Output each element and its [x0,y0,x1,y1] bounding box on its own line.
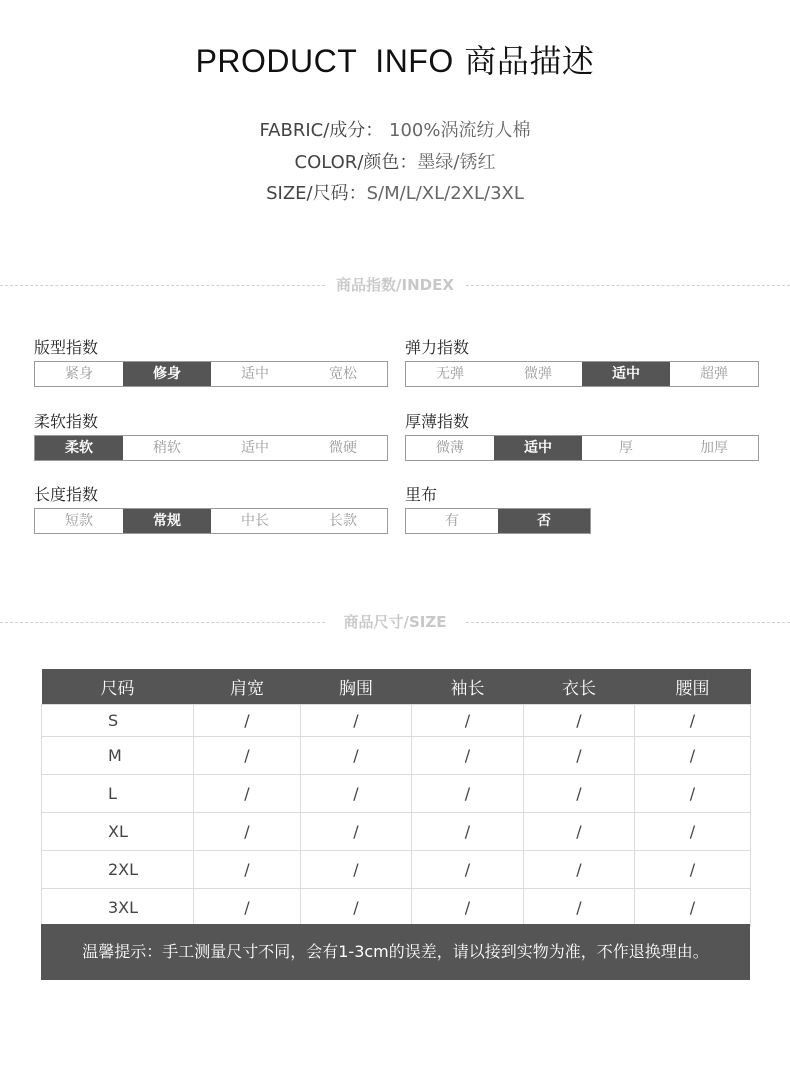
index-group [405,337,759,387]
index-option-selected: 适中 [494,436,582,460]
size-value-cell: / [412,775,524,813]
info-size-value: S/M/L/XL/2XL/3XL [366,183,524,204]
index-group [405,484,591,534]
index-option: 加厚 [700,440,728,456]
info-color [0,148,790,174]
size-value-cell: / [524,775,635,813]
table-row [42,737,751,775]
index-option: 适中 [241,440,269,456]
index-option: 微弹 [524,366,552,382]
size-value-cell: / [301,851,412,889]
size-value-cell: / [412,705,524,737]
index-option: 紧身 [65,366,93,382]
size-label-cell: M [42,737,194,775]
index-scale [405,508,591,534]
size-table-header-cell: 胸围 [301,669,412,705]
size-label-cell: S [42,705,194,737]
size-value-cell: / [301,775,412,813]
size-value-cell: / [194,889,301,927]
size-value-cell: / [194,737,301,775]
info-size [0,179,790,205]
size-divider [0,612,790,632]
size-value-cell: / [524,889,635,927]
index-option-selected: 修身 [123,362,211,386]
index-option-selected: 否 [498,509,590,533]
size-label-cell: L [42,775,194,813]
index-option: 长款 [329,513,357,529]
size-table-header [42,669,751,705]
index-option-selected: 柔软 [35,436,123,460]
size-value-cell: / [635,813,751,851]
size-section-label: 商品尺寸/SIZE [343,613,447,631]
index-option: 适中 [241,366,269,382]
size-table-header-cell: 腰围 [635,669,751,705]
size-value-cell: / [412,813,524,851]
index-option: 稍软 [153,440,181,456]
size-table-header-cell: 袖长 [412,669,524,705]
index-title: 里布 [405,485,438,504]
index-group [34,337,388,387]
warm-tip: 温馨提示：手工测量尺寸不同，会有1-3cm的误差，请以接到实物为准，不作退换理由。 [41,924,750,980]
size-value-cell: / [301,737,412,775]
index-scale [34,361,388,387]
size-value-cell: / [301,889,412,927]
size-label-cell: XL [42,813,194,851]
table-row [42,775,751,813]
info-color-value: 墨绿/锈红 [417,152,496,173]
index-scale [405,435,759,461]
size-value-cell: / [301,705,412,737]
index-title: 版型指数 [34,338,99,357]
index-option: 短款 [65,513,93,529]
index-option: 微硬 [329,440,357,456]
size-table-header-cell: 衣长 [524,669,635,705]
index-title: 厚薄指数 [405,412,470,431]
index-section-label: 商品指数/INDEX [336,276,454,294]
size-value-cell: / [635,737,751,775]
size-value-cell: / [635,775,751,813]
info-fabric [0,116,790,142]
info-color-label: COLOR/颜色： [294,152,418,173]
size-value-cell: / [524,737,635,775]
index-option: 超弹 [700,366,728,382]
table-row [42,889,751,927]
size-value-cell: / [635,851,751,889]
title-chinese: 商品描述 [464,42,595,80]
size-value-cell: / [524,813,635,851]
size-value-cell: / [301,813,412,851]
index-option: 无弹 [436,366,464,382]
index-title: 弹力指数 [405,338,470,357]
size-value-cell: / [194,851,301,889]
index-scale [34,508,388,534]
table-row [42,813,751,851]
size-label-cell: 3XL [42,889,194,927]
size-value-cell: / [524,851,635,889]
size-table-header-cell: 肩宽 [194,669,301,705]
index-option: 中长 [241,513,269,529]
size-value-cell: / [412,737,524,775]
size-value-cell: / [194,775,301,813]
info-fabric-value: 100%涡流纺人棉 [389,120,531,141]
size-value-cell: / [194,813,301,851]
index-option: 宽松 [329,366,357,382]
size-value-cell: / [194,705,301,737]
index-group [405,411,759,461]
index-scale [405,361,759,387]
table-row [42,705,751,737]
size-value-cell: / [635,889,751,927]
size-table-header-cell: 尺码 [42,669,194,705]
index-group [34,411,388,461]
page-title [0,36,790,82]
index-group [34,484,388,534]
index-divider [0,275,790,295]
index-title: 柔软指数 [34,412,99,431]
title-english: PRODUCT [195,43,358,79]
title-english-2: INFO [375,43,454,79]
size-value-cell: / [412,889,524,927]
index-option: 微薄 [436,440,464,456]
size-value-cell: / [635,705,751,737]
index-title: 长度指数 [34,485,99,504]
index-option-selected: 适中 [582,362,670,386]
table-row [42,851,751,889]
size-label-cell: 2XL [42,851,194,889]
size-value-cell: / [524,705,635,737]
index-scale [34,435,388,461]
index-option: 有 [445,513,459,529]
info-fabric-label: FABRIC/成分： [259,120,384,141]
index-option-selected: 常规 [123,509,211,533]
size-value-cell: / [412,851,524,889]
size-table [41,669,751,927]
info-size-label: SIZE/尺码： [266,183,367,204]
index-option: 厚 [619,440,633,456]
